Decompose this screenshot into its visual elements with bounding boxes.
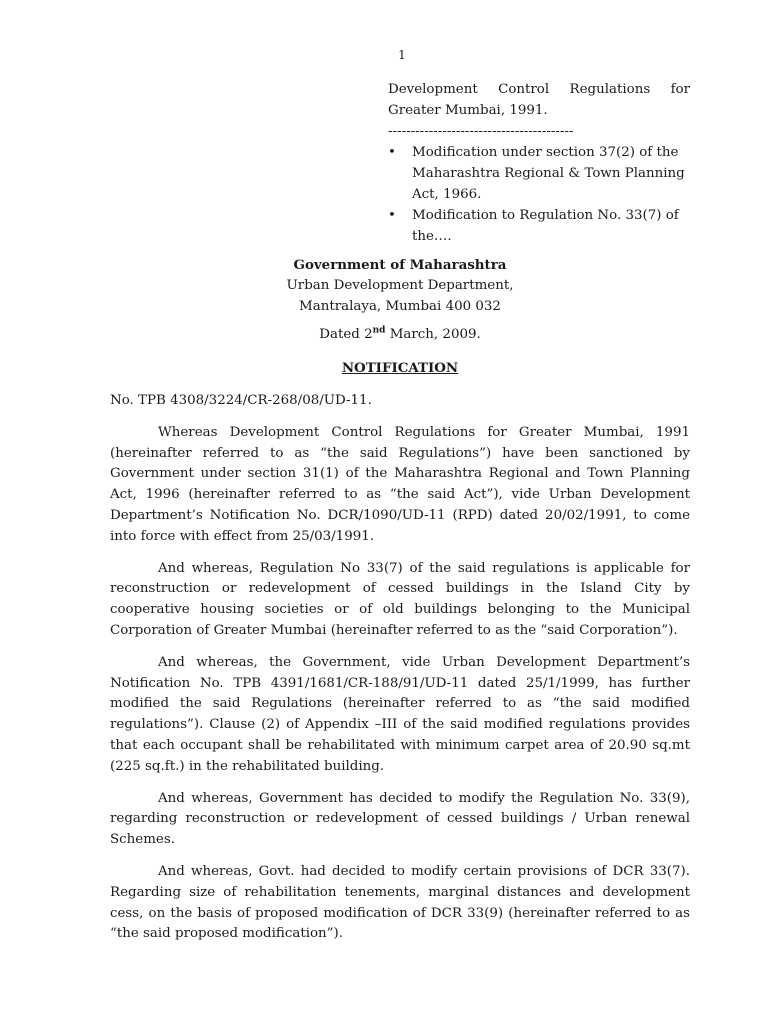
subject-title: Development Control Regulations for Greater Mumbai, 1991. — [388, 82, 690, 118]
department-name: Urban Development Department, — [286, 277, 514, 293]
subject-separator: ----------------------------------------- — [388, 123, 574, 139]
subject-bullet-text: Modification under section 37(2) of the Maharashtra Regional & Town Planning Act, 1966. — [412, 145, 685, 202]
paragraph: And whereas, Government has decided to modify the Regulation No. 33(9), regarding reconstruction or redevelopment of cessed buildings / Urban renewal Schemes. — [110, 790, 690, 848]
date-prefix: Dated 2 — [319, 327, 373, 342]
subject-bullet-text: Modification to Regulation No. 33(7) of the…. — [412, 207, 679, 244]
paragraph: Whereas Development Control Regulations for Greater Mumbai, 1991 (hereinafter referred to as “the said Regulations”) have been sanctioned by Government under section 31(1) of the Maharashtra Regional and Town Planning Act, 1996 (hereinafter referred to as “the said Act”), vide Urban Development Department’s Notification No. DCR/1090/UD-11 (RPD) dated 20/02/1991, to come into force with effect from 25/03/1991. — [110, 424, 690, 544]
government-name: Government of Maharashtra — [293, 257, 507, 273]
subject-bullet-item — [388, 206, 690, 248]
notification-body — [110, 391, 690, 956]
government-header — [110, 255, 690, 317]
date-suffix: March, 2009. — [385, 327, 481, 342]
subject-bullet-item — [388, 143, 690, 205]
notification-heading: NOTIFICATION — [341, 360, 459, 376]
paragraph: And whereas, the Government, vide Urban Development Department’s Notification No. TPB 4391/1681/CR-188/91/UD-11 dated 25/1/1999, has further modified the said Regulations (hereinafter referred to as “the said modified regulations”). Clause (2) of Appendix –III of the said modified regulations provides that each occupant shall be rehabilitated with minimum carpet area of 20.90 sq.mt (225 sq.ft.) in the rehabilitated building. — [110, 654, 690, 774]
paragraph: And whereas, Govt. had decided to modify certain provisions of DCR 33(7). Regarding size of rehabilitation tenements, marginal distances and development cess, on the basis of proposed modification of DCR 33(9) (hereinafter referred to as “the said proposed modification”). — [110, 863, 690, 942]
department-address: Mantralaya, Mumbai 400 032 — [299, 298, 501, 314]
date-line — [110, 325, 690, 346]
paragraph: And whereas, Regulation No 33(7) of the said regulations is applicable for reconstruction or redevelopment of cessed buildings in the Island City by cooperative housing societies or of old buildings belonging to the Municipal Corporation of Greater Mumbai (hereinafter referred to as the “said Corporation”). — [110, 560, 690, 638]
notification-number: No. TPB 4308/3224/CR-268/08/UD-11. — [110, 393, 372, 408]
date-ordinal: nd — [372, 325, 386, 336]
page-number: 1 — [398, 48, 406, 62]
bullet-icon: • — [388, 207, 396, 223]
subject-bullet-list — [388, 143, 690, 247]
subject-block — [388, 80, 690, 247]
bullet-icon: • — [388, 145, 396, 161]
